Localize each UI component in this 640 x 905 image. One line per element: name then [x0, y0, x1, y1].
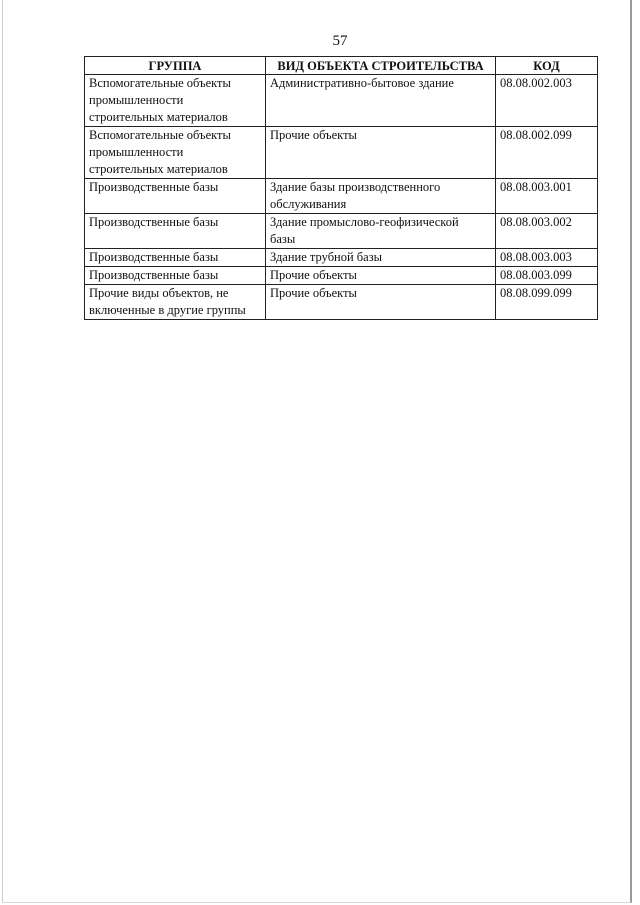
group-cell-line: Прочие виды объектов, не	[89, 286, 229, 300]
group-cell	[85, 179, 266, 214]
group-cell-line: строительных материалов	[89, 162, 228, 176]
object-type-cell-line: Административно-бытовое здание	[270, 76, 454, 90]
code-cell: 08.08.003.003	[496, 249, 598, 267]
group-cell	[85, 285, 266, 320]
page-number: 57	[332, 33, 348, 49]
code-cell: 08.08.003.099	[496, 267, 598, 285]
table-row	[85, 179, 598, 214]
header-group: ГРУППА	[85, 57, 266, 75]
object-type-cell	[266, 75, 496, 127]
table-row	[85, 214, 598, 249]
header-code: КОД	[496, 57, 598, 75]
group-cell	[85, 127, 266, 179]
group-cell-line: Производственные базы	[89, 250, 219, 264]
header-object-type: ВИД ОБЪЕКТА СТРОИТЕЛЬСТВА	[266, 57, 496, 75]
code-cell: 08.08.003.002	[496, 214, 598, 249]
group-cell-line: включенные в другие группы	[89, 303, 246, 317]
group-cell-line: Производственные базы	[89, 268, 219, 282]
table-row	[85, 267, 598, 285]
object-type-cell-line: Здание трубной базы	[270, 250, 383, 264]
object-type-cell	[266, 214, 496, 249]
object-type-cell-line: Здание базы производственного	[270, 180, 441, 194]
object-type-cell-line: базы	[270, 232, 296, 246]
group-cell-line: промышленности	[89, 145, 184, 159]
group-cell-line: Производственные базы	[89, 180, 219, 194]
code-cell: 08.08.099.099	[496, 285, 598, 320]
group-cell-line: промышленности	[89, 93, 184, 107]
group-cell-line: строительных материалов	[89, 110, 228, 124]
group-cell	[85, 249, 266, 267]
code-cell: 08.08.003.001	[496, 179, 598, 214]
code-cell: 08.08.002.003	[496, 75, 598, 127]
object-type-cell	[266, 267, 496, 285]
object-type-cell	[266, 285, 496, 320]
group-cell	[85, 267, 266, 285]
object-type-cell	[266, 249, 496, 267]
group-cell-line: Производственные базы	[89, 215, 219, 229]
code-cell: 08.08.002.099	[496, 127, 598, 179]
table-row	[85, 127, 598, 179]
table-body	[85, 75, 598, 320]
object-type-cell-line: Прочие объекты	[270, 268, 357, 282]
construction-objects-table	[84, 56, 598, 320]
object-type-cell-line: Прочие объекты	[270, 286, 357, 300]
object-type-cell-line: обслуживания	[270, 197, 347, 211]
table-row	[85, 75, 598, 127]
object-type-cell-line: Здание промыслово-геофизической	[270, 215, 459, 229]
object-type-cell-line: Прочие объекты	[270, 128, 357, 142]
group-cell	[85, 214, 266, 249]
group-cell-line: Вспомогательные объекты	[89, 76, 231, 90]
object-type-cell	[266, 179, 496, 214]
group-cell-line: Вспомогательные объекты	[89, 128, 231, 142]
table-row	[85, 249, 598, 267]
table-row	[85, 285, 598, 320]
object-type-cell	[266, 127, 496, 179]
group-cell	[85, 75, 266, 127]
table-header-row	[85, 57, 598, 75]
